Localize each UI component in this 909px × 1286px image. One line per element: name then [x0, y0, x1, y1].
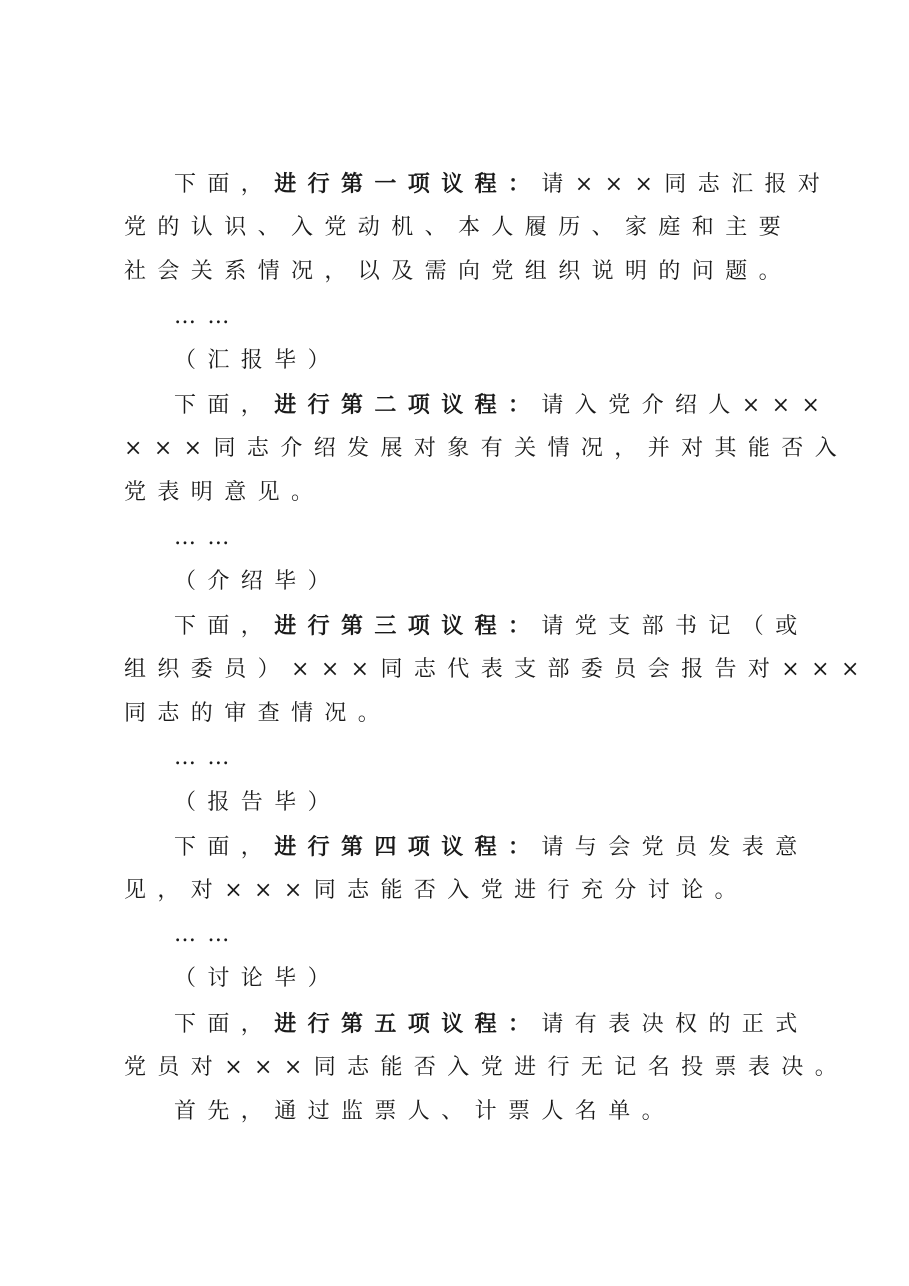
agenda-item-1-end-note: （汇报毕） — [174, 347, 342, 373]
agenda-item-2-line-1 — [124, 383, 832, 427]
document-body — [124, 162, 871, 1134]
agenda-item-2-line-3: 党表明意见。 — [124, 480, 325, 506]
agenda-item-title: 进行第一项议程： — [274, 171, 542, 197]
agenda-item-5-line-1 — [124, 1002, 809, 1046]
agenda-lead: 下面， — [174, 392, 275, 418]
agenda-text: 请×××同志汇报对 — [541, 172, 832, 197]
agenda-item-4-line-1 — [124, 825, 809, 869]
agenda-item-4-line-2: 见，对×××同志能否入党进行充分讨论。 — [124, 878, 748, 903]
agenda-item-2-line-2: ×××同志介绍发展对象有关情况，并对其能否入 — [124, 436, 849, 462]
agenda-lead: 下面， — [174, 172, 275, 197]
agenda-text: 请入党介绍人××× — [541, 392, 832, 418]
agenda-lead: 下面， — [174, 613, 275, 639]
agenda-lead: 下面， — [174, 1011, 275, 1037]
ellipsis: …… — [174, 303, 241, 329]
agenda-item-1-line-1 — [124, 162, 832, 206]
agenda-item-3-end-note: （报告毕） — [174, 789, 342, 815]
agenda-item-title: 进行第二项议程： — [274, 391, 542, 418]
agenda-item-2-end-note: （介绍毕） — [174, 568, 342, 594]
agenda-item-3-line-3: 同志的审查情况。 — [124, 701, 392, 727]
agenda-text: 请与会党员发表意 — [541, 834, 809, 860]
agenda-item-3-line-1 — [124, 604, 809, 648]
agenda-item-3-line-2: 组织委员）×××同志代表支部委员会报告对××× — [124, 657, 871, 683]
agenda-item-title: 进行第四项议程： — [274, 833, 542, 860]
agenda-text: 请党支部书记（或 — [541, 613, 809, 639]
agenda-item-4-end-note: （讨论毕） — [174, 966, 342, 992]
agenda-item-1-line-2: 党的认识、入党动机、本人履历、家庭和主要 — [124, 215, 793, 241]
agenda-item-title: 进行第五项议程： — [274, 1010, 542, 1037]
agenda-lead: 下面， — [174, 834, 275, 860]
ellipsis: …… — [174, 524, 241, 550]
closing-line: 首先，通过监票人、计票人名单。 — [174, 1098, 676, 1124]
agenda-item-title: 进行第三项议程： — [274, 612, 542, 639]
agenda-text: 请有表决权的正式 — [541, 1011, 809, 1037]
agenda-item-5-line-2: 党员对×××同志能否入党进行无记名投票表决。 — [124, 1054, 849, 1080]
ellipsis: …… — [174, 745, 241, 771]
agenda-item-1-line-3: 社会关系情况，以及需向党组织说明的问题。 — [124, 259, 793, 285]
ellipsis: …… — [174, 922, 241, 948]
